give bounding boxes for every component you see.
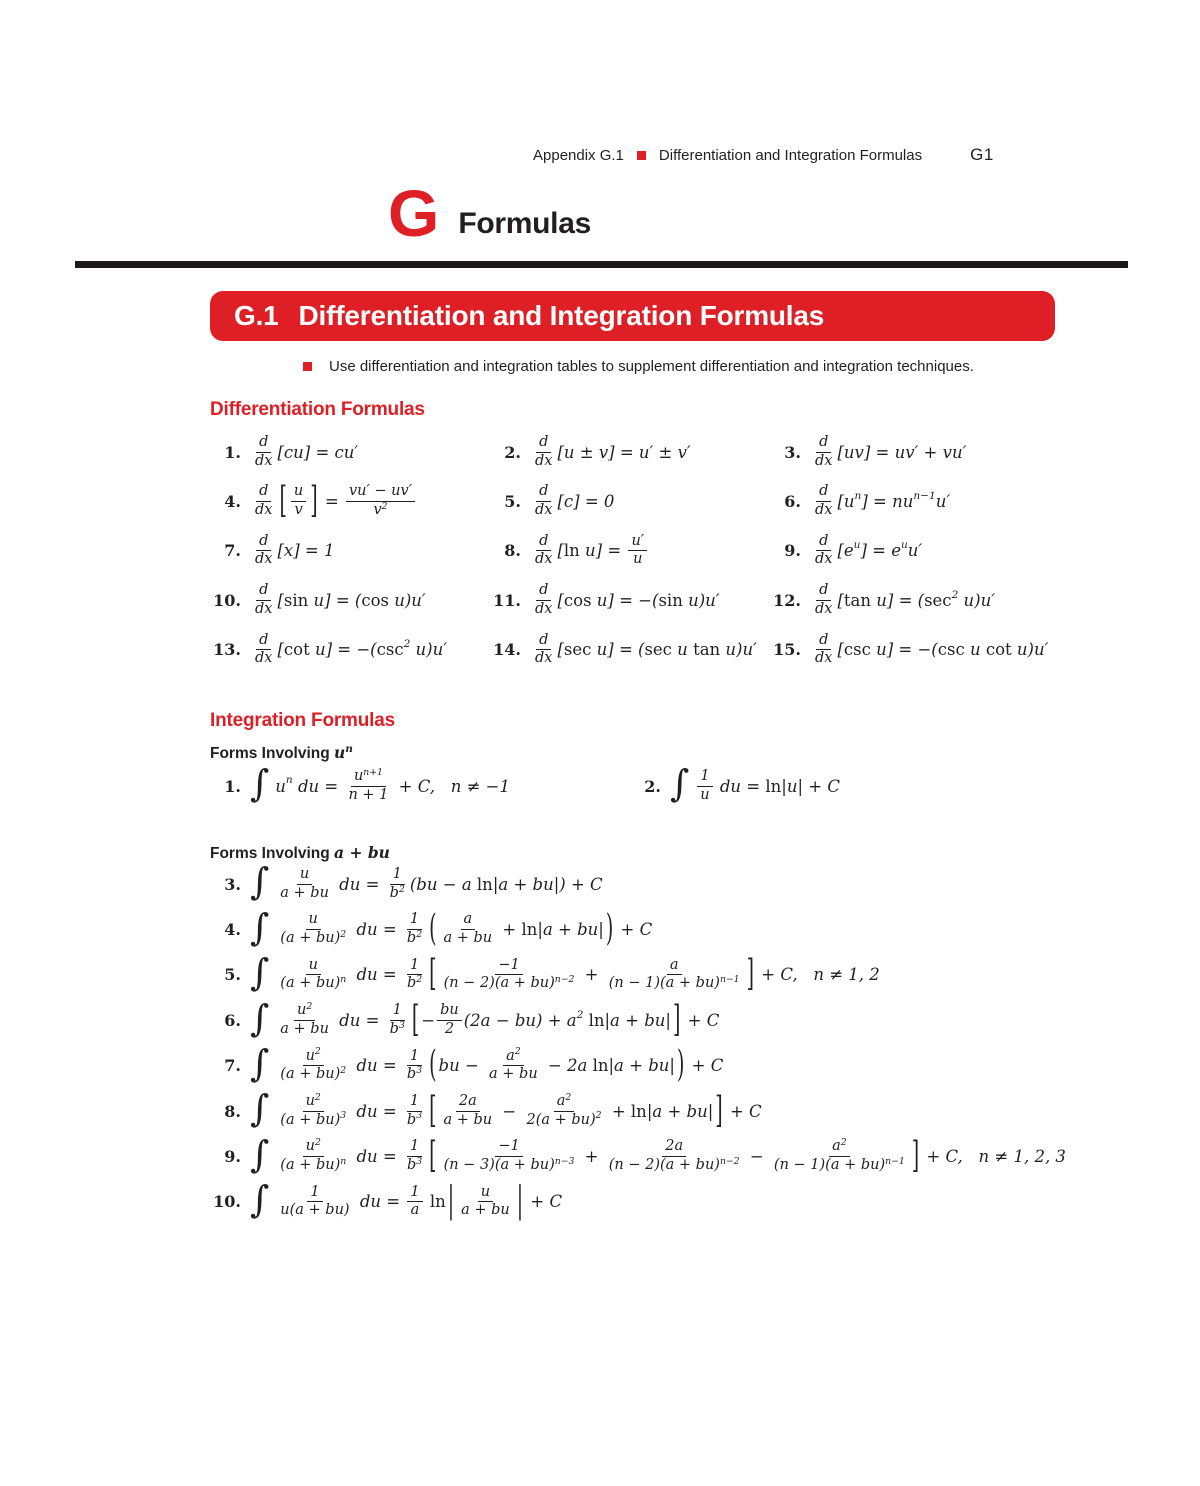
differentiation-formula xyxy=(213,632,493,668)
bullet-square-icon xyxy=(303,362,312,371)
differentiation-formula xyxy=(493,434,773,470)
formula-math: ∫ $u^2$ a + bu du = $\frac{1}{b^3}$ [ − $\frac{bu}{2}$ (2a − bu) + a 2 ln |a + bu| ] + C xyxy=(250,996,720,1041)
formula-math: d dx [u n ] = nu n−1 u′ xyxy=(815,483,951,519)
formula-math: d dx [x] = 1 xyxy=(255,532,335,568)
formula-math: ∫ u a + bu du = $\frac{1}{b^2}$ (bu − a ln |a + bu|) + C xyxy=(250,860,603,904)
section-banner-title: Differentiation and Integration Formulas xyxy=(298,300,825,331)
integration-formula xyxy=(213,996,720,1041)
objective-text: Use differentiation and integration tables to supplement differentiation and integration techniques. xyxy=(329,358,974,375)
section-banner-number: G.1 xyxy=(234,300,279,331)
formula-number: 7. xyxy=(224,1056,241,1076)
chapter-letter: G xyxy=(388,176,439,250)
formula-math: ∫ 1 u(a + bu) du = $\frac{1}{a}$ ln | u a + bu | + C xyxy=(250,1178,563,1222)
formula-math: d dx [c] = 0 xyxy=(535,483,615,519)
formula-number: 5. xyxy=(504,492,521,512)
formula-number: 14. xyxy=(493,640,521,660)
formula-math: ∫ $u^2$ (a + bu)$^3$ du = $\frac{1}{b^3}$ [ 2a a + bu − $\frac{a^2}{2(a + bu)^2}$ + ln |a + bu| ] + C xyxy=(250,1087,762,1132)
integration-formula xyxy=(213,860,603,904)
formula-number: 15. xyxy=(773,640,801,660)
section-marker-icon xyxy=(637,151,646,160)
differentiation-heading: Differentiation Formulas xyxy=(210,399,425,420)
integration-formula xyxy=(213,905,653,950)
integration-formula xyxy=(213,1041,724,1086)
formula-number: 10. xyxy=(213,590,241,610)
differentiation-formula xyxy=(773,483,1153,519)
page-number: G1 xyxy=(970,145,994,164)
formula-math: d dx [cu] = cu′ xyxy=(255,434,359,469)
formula-number: 7. xyxy=(224,541,241,561)
running-head-appendix: Appendix G.1 xyxy=(533,146,624,164)
forms-un-heading-text: Forms Involving xyxy=(210,745,335,763)
differentiation-formula xyxy=(493,533,773,569)
formula-number: 6. xyxy=(784,492,801,512)
differentiation-formula xyxy=(213,434,493,470)
formula-number: 3. xyxy=(784,442,801,462)
differentiation-formula xyxy=(493,483,773,519)
differentiation-formula xyxy=(773,434,1153,470)
differentiation-formula xyxy=(773,582,1153,618)
integration-heading: Integration Formulas xyxy=(210,710,395,731)
formula-number: 1. xyxy=(224,776,241,796)
differentiation-formula xyxy=(213,479,493,522)
formula-math: ∫ $u^2$ (a + bu)$^n$ du = $\frac{1}{b^3}$ [ −1 (n − 3)(a + bu)$^{n-3}$ + $\frac{2a}{(n - 2)(a + bu)^{n-2}}$ − $\frac{a^2}{(n - 1)(a + bu)^{n-1}}$ ] + C, n ≠ 1, 2, 3 xyxy=(250,1132,1066,1177)
formula-math: d dx [e u ] = e u u′ xyxy=(815,532,923,568)
integration-formula xyxy=(213,951,880,995)
formula-math: d dx [ csc u] = −( csc u cot u)u′ xyxy=(815,631,1049,667)
integration-formula xyxy=(213,762,633,806)
chapter-title: Formulas xyxy=(458,206,591,240)
formula-number: 4. xyxy=(224,492,241,512)
running-head xyxy=(533,145,994,165)
formula-number: 11. xyxy=(493,590,521,610)
formula-number: 8. xyxy=(224,1101,241,1121)
integration-formula xyxy=(213,1132,1066,1177)
formula-math: ∫ u (a + bu)$^n$ du = $\frac{1}{b^2}$ [ −1 (n − 2)(a + bu)$^{n-2}$ + $\frac{a}{(n - 1)(a + bu)^{n-1}}$ ] + C, n ≠ 1, 2 xyxy=(250,951,880,995)
integration-formula xyxy=(633,762,1113,806)
differentiation-formula xyxy=(213,533,493,569)
formula-math: d dx [ cot u] = −( csc 2 u)u′ xyxy=(255,631,447,667)
integration-formula-list-abu xyxy=(213,860,1066,1222)
learning-objective xyxy=(303,358,1083,375)
differentiation-formula xyxy=(773,632,1153,668)
formula-math: d dx [ sec u] = ( sec u tan u)u′ xyxy=(535,631,757,667)
formula-math: d dx [ tan u] = ( sec 2 u)u′ xyxy=(815,582,995,617)
formula-number: 2. xyxy=(504,442,521,462)
chapter-head xyxy=(388,176,591,250)
formula-number: 13. xyxy=(213,640,241,660)
formula-number: 9. xyxy=(784,541,801,561)
differentiation-formula xyxy=(213,582,493,618)
formula-math: d dx [ u v ] = $\frac{vu' - uv'}{v^2}$ xyxy=(250,483,417,519)
differentiation-formula xyxy=(493,582,773,618)
formula-math: ∫ 1 u du = ln |u| + C xyxy=(670,762,840,806)
formula-math: ∫ u n du = $\frac{u^{n+1}}{n + 1}$ + C, n ≠ −1 xyxy=(250,762,511,806)
formula-math: d dx [uv] = uv′ + vu′ xyxy=(815,434,967,469)
formula-number: 1. xyxy=(224,442,241,462)
formula-number: 4. xyxy=(224,920,241,940)
integration-formula xyxy=(213,1087,762,1132)
formula-number: 5. xyxy=(224,965,241,985)
differentiation-formula xyxy=(773,533,1153,569)
formula-math: ∫ u (a + bu)$^2$ du = $\frac{1}{b^2}$ ( a a + bu + ln |a + bu| ) + C xyxy=(250,905,653,950)
forms-abu-heading-math: a + bu xyxy=(334,843,390,863)
formula-number: 12. xyxy=(773,590,801,610)
formula-math: d dx [ cos u] = −( sin u)u′ xyxy=(535,582,720,617)
integration-formula-row-un xyxy=(213,762,1113,806)
differentiation-formula-grid xyxy=(213,434,1153,668)
formula-number: 9. xyxy=(224,1146,241,1166)
formula-math: d dx [ sin u] = ( cos u)u′ xyxy=(255,582,426,617)
formula-number: 10. xyxy=(213,1192,241,1212)
section-banner xyxy=(210,291,1055,341)
formula-number: 6. xyxy=(224,1010,241,1030)
formula-math: d dx [u ± v] = u′ ± v′ xyxy=(535,434,691,469)
formula-number: 2. xyxy=(644,776,661,796)
forms-un-heading-math: $u^n$ xyxy=(334,743,353,763)
formula-number: 8. xyxy=(504,541,521,561)
differentiation-formula xyxy=(493,632,773,668)
divider-rule xyxy=(75,261,1128,268)
formula-number: 3. xyxy=(224,874,241,894)
integration-formula xyxy=(213,1178,563,1222)
formula-math: d dx [ ln u] = $\frac{u'}{u}$ xyxy=(530,533,649,569)
forms-abu-heading xyxy=(210,843,390,863)
forms-abu-heading-text: Forms Involving xyxy=(210,845,335,863)
forms-un-heading xyxy=(210,743,353,763)
formula-math: ∫ $u^2$ (a + bu)$^2$ du = $\frac{1}{b^3}$ ( bu − $\frac{a^2}{a + bu}$ − 2a ln |a + bu| ) + C xyxy=(250,1041,724,1086)
running-head-title: Differentiation and Integration Formulas xyxy=(658,146,923,164)
